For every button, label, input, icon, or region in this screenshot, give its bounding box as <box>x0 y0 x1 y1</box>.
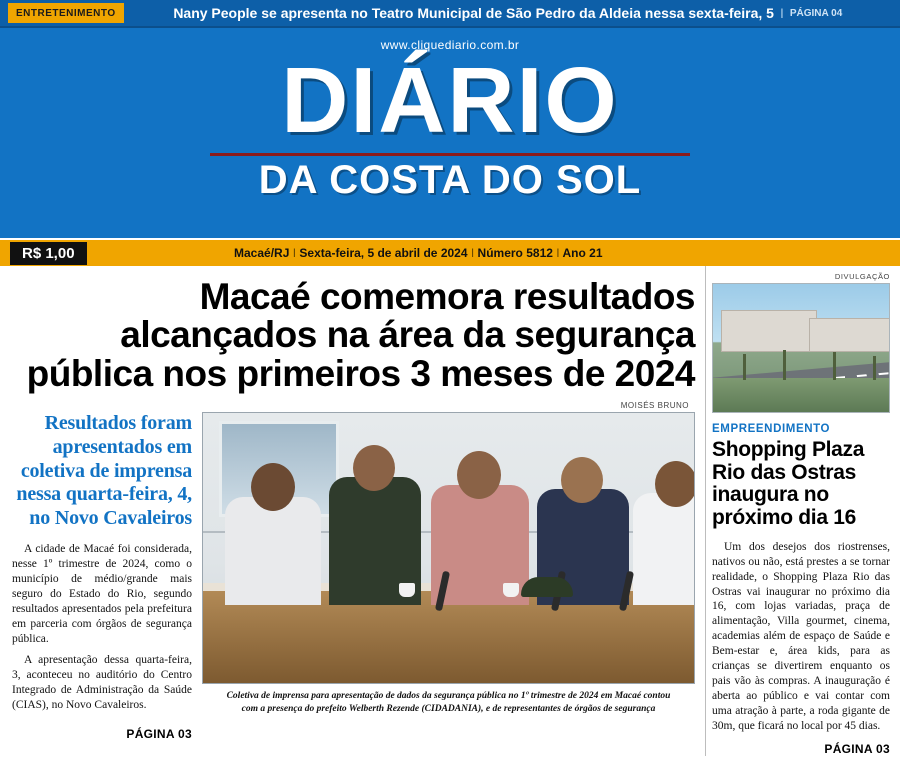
main-lead-column <box>12 412 202 740</box>
side-story-headline: Shopping Plaza Rio das Ostras inaugura no próximo dia 16 <box>712 438 865 530</box>
palm-tree-2 <box>783 350 786 380</box>
page-body <box>0 266 900 756</box>
info-bar <box>0 238 900 266</box>
person-5-head <box>655 461 695 507</box>
main-story-row <box>12 412 695 740</box>
palm-tree-4 <box>873 356 876 380</box>
side-photo-credit: DIVULGAÇÃO <box>834 272 890 281</box>
website-url: www.cliquediario.com.br <box>380 38 520 52</box>
mall-building <box>721 310 817 352</box>
top-banner-separator: I <box>779 5 784 21</box>
grass-area <box>713 378 889 412</box>
issue-sep-1: I <box>292 246 297 260</box>
main-story <box>0 266 705 756</box>
cup-1 <box>503 583 519 597</box>
photo-caption <box>202 684 695 715</box>
issue-sep-3: I <box>556 246 560 260</box>
side-story-body <box>712 540 890 734</box>
main-paragraph-2: A apresentação dessa quarta-feira, 3, aconteceu no auditório do Centro Integrado de Administração da Saúde (CIAS), no Novo Cavaleiros. <box>12 653 192 711</box>
person-5 <box>633 493 695 605</box>
main-paragraph-1: A cidade de Macaé foi considerada, nesse 1º trimestre de 2024, como o município de médio/grande mais seguro do Estado do Rio, segundo resultados apresentados pela prefeitura em parceria com órgãos de segurança pública. <box>12 543 192 645</box>
price-badge: R$ 1,00 <box>10 242 87 265</box>
issue-city: Macaé/RJ <box>234 246 290 260</box>
person-1 <box>225 497 321 605</box>
photo-caption-line-1: Coletiva de imprensa para apresentação de dados da segurança pública no 1º trimestre de 2024 em Macaé contou <box>226 691 671 702</box>
side-story-paragraph: Um dos desejos dos riostrenses, nativos ou não, está prestes a se tornar realidade, o Shopping Plaza Rio das Ostras vai inaugurar no próximo dia 16, com lojas variadas, praça de alimentação, Villa gourmet, cinema, academias além de espaço de Saúde e Bem-estar e, área kids, para as crianças se divertirem enquanto os pais vão às compras. A inauguração é aberta ao público e vai contar com uma atração à parte, a roda gigante de 30m, que ficará no local por 45 dias. <box>712 540 890 732</box>
side-story-kicker: EMPREENDIMENTO <box>712 423 831 435</box>
cup-2 <box>399 583 415 597</box>
press-conference-photo <box>202 412 695 684</box>
top-banner-headline-wrap <box>124 0 900 26</box>
top-banner-headline: Nany People se apresenta no Teatro Municipal de São Pedro da Aldeia nessa sexta-feira, 5 <box>173 5 774 21</box>
main-photo-column <box>202 412 695 740</box>
issue-date: Sexta-feira, 5 de abril de 2024 <box>299 246 468 260</box>
photo-caption-line-2: com a presença do prefeito Welberth Rezende (CIDADANIA), e de representantes de órgãos de segurança <box>241 703 656 714</box>
top-banner-tag: ENTRETENIMENTO <box>8 3 124 23</box>
masthead-title: DIÁRIO <box>281 48 619 152</box>
mall-building-wing <box>809 318 890 352</box>
military-cap <box>521 577 573 597</box>
photo-credit: MOISÉS BRUNO <box>620 401 689 411</box>
issue-number: Número 5812 <box>477 246 553 260</box>
palm-tree-1 <box>743 354 746 380</box>
main-page-ref: PÁGINA 03 <box>126 726 192 741</box>
main-body-text <box>12 542 192 712</box>
shopping-mall-photo <box>712 283 890 413</box>
side-story-page-ref: PÁGINA 03 <box>824 741 890 756</box>
top-banner <box>0 0 900 28</box>
issue-info <box>87 246 900 260</box>
top-banner-page-ref: PÁGINA 04 <box>789 7 843 19</box>
issue-year: Ano 21 <box>562 246 603 260</box>
masthead-rule <box>210 153 690 156</box>
masthead-subtitle: DA COSTA DO SOL <box>258 158 642 202</box>
main-headline: Macaé comemora resultados alcançados na área da segurança pública nos primeiros 3 meses de 2024 <box>26 276 695 394</box>
side-story <box>705 266 900 756</box>
main-subhead: Resultados foram apresentados em coletiva de imprensa nessa quarta-feira, 4, no Novo Cavaleiros <box>16 412 192 529</box>
issue-sep-2: I <box>470 246 475 260</box>
masthead <box>0 28 900 238</box>
palm-tree-3 <box>833 352 836 380</box>
